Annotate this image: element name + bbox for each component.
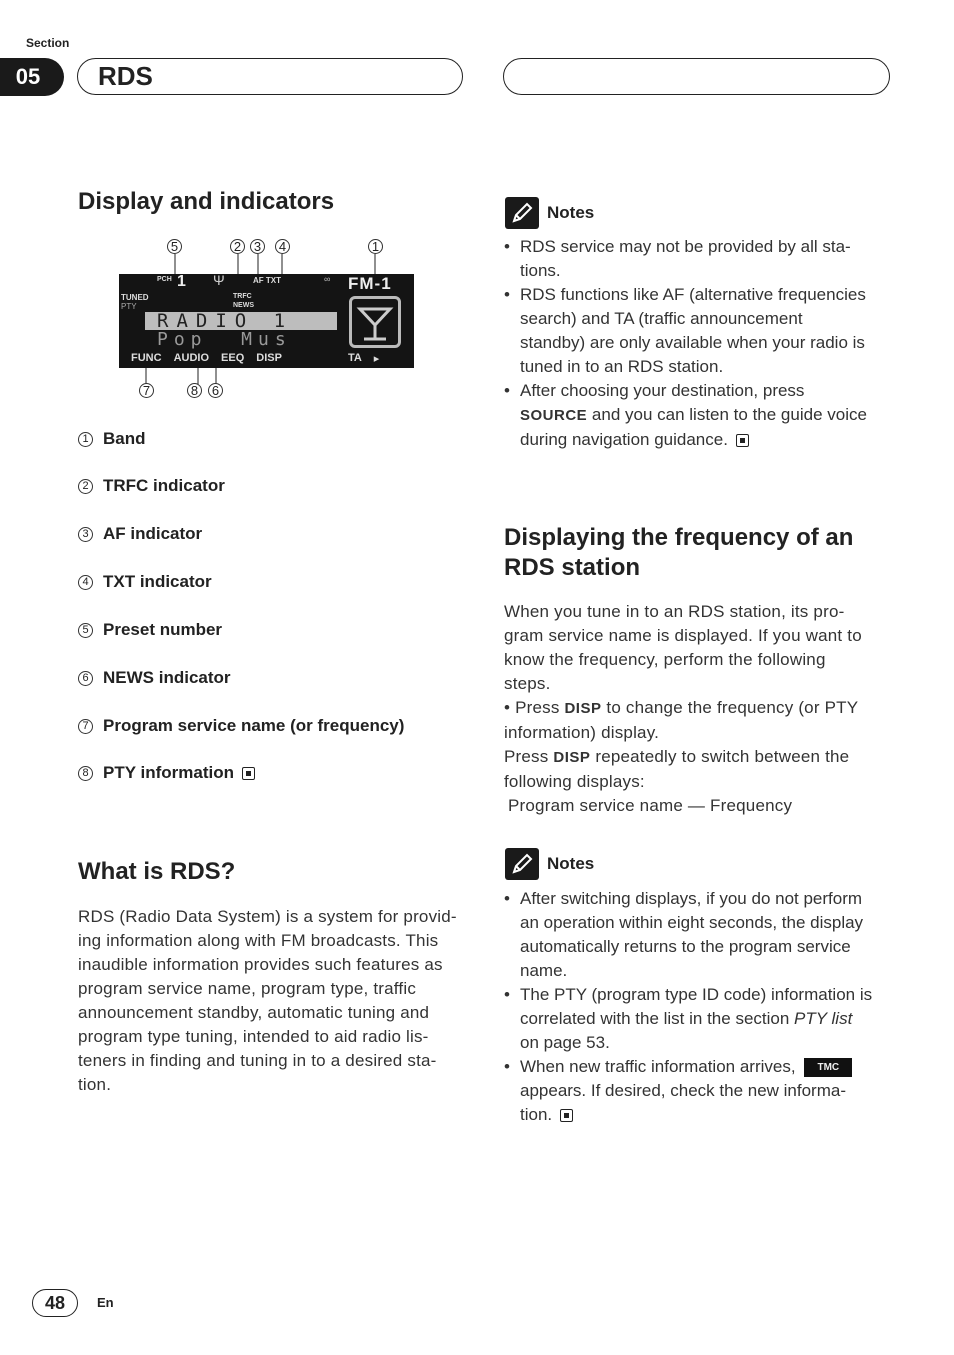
- text-line: search) and TA (traffic announcement: [520, 309, 803, 328]
- pencil-icon: [505, 848, 539, 880]
- text-line: tuned in to an RDS station.: [520, 357, 724, 376]
- end-of-section-icon: [736, 434, 749, 447]
- text-span: When new traffic information arrives,: [520, 1057, 796, 1076]
- head-unit-display-illustration: [119, 274, 414, 368]
- text-line: • RDS service may not be provided by all sta-: [520, 237, 851, 256]
- softkey-eeq: EEQ: [221, 352, 245, 364]
- text-line: tion.: [78, 1075, 112, 1094]
- antenna-icon: Ψ: [213, 274, 225, 288]
- text-line: steps.: [504, 674, 551, 693]
- item-label: TXT indicator: [103, 572, 212, 591]
- indicator-item: [78, 476, 225, 496]
- language-label: En: [97, 1295, 114, 1310]
- item-number: 3: [78, 527, 93, 542]
- disp-keyword: DISP: [553, 749, 591, 766]
- item-number: 7: [78, 719, 93, 734]
- notes-label: Notes: [547, 854, 595, 873]
- pch-label: PCH: [157, 276, 172, 283]
- indicator-item: [78, 668, 231, 688]
- item-number: 2: [78, 479, 93, 494]
- text-line: know the frequency, perform the following: [504, 650, 826, 669]
- notes-list: [504, 235, 894, 452]
- notes-heading: [505, 848, 594, 880]
- text-span: during navigation guidance.: [520, 430, 728, 449]
- text-line: [520, 1103, 894, 1127]
- item-label: NEWS indicator: [103, 668, 231, 687]
- indicator-item: [78, 716, 404, 736]
- text-line: gram service name is displayed. If you want to: [504, 626, 862, 645]
- callout-5: 5: [167, 239, 182, 254]
- tmc-indicator-icon: TMC: [804, 1058, 852, 1077]
- disp-keyword: DISP: [564, 700, 602, 717]
- display-indicators-heading: Display and indicators: [78, 188, 335, 215]
- callout-7: 7: [139, 383, 154, 398]
- text-line: RDS (Radio Data System) is a system for provid-: [78, 907, 457, 926]
- text-line: • RDS functions like AF (alternative frequencies: [520, 285, 866, 304]
- text-line: [520, 403, 894, 428]
- text-line: [520, 1007, 894, 1031]
- text-span: Press: [504, 747, 554, 766]
- indicator-item: [78, 620, 222, 640]
- item-number: 4: [78, 575, 93, 590]
- trfc-indicator: TRFC: [233, 293, 252, 300]
- softkey-ta: TA: [347, 352, 362, 364]
- text-span: tion.: [520, 1105, 553, 1124]
- text-line: an operation within eight seconds, the display: [520, 913, 864, 932]
- preset-digit: 1: [177, 274, 186, 290]
- source-keyword: SOURCE: [520, 407, 588, 424]
- heading-line: RDS station: [504, 554, 641, 581]
- text-line: on page 53.: [520, 1033, 610, 1052]
- band-label: FM-1: [348, 274, 392, 293]
- callout-8: 8: [187, 383, 202, 398]
- text-line: • After switching displays, if you do not perform: [520, 889, 863, 908]
- item-label: Band: [103, 429, 146, 448]
- text-span: • Press: [504, 698, 565, 717]
- callout-4: 4: [275, 239, 290, 254]
- link-icon: ∞: [324, 274, 331, 284]
- end-of-section-icon: [560, 1109, 573, 1122]
- text-span: and you can listen to the guide voice: [587, 405, 867, 424]
- text-line: [504, 696, 894, 721]
- list-item: [504, 235, 894, 283]
- text-line: • After choosing your destination, press: [520, 381, 805, 400]
- triangle-right-icon: ▸: [373, 353, 380, 365]
- item-number: 5: [78, 623, 93, 638]
- notes-label: Notes: [547, 203, 595, 222]
- text-line: automatically returns to the program service: [520, 937, 851, 956]
- softkey-disp: DISP: [256, 352, 282, 364]
- frequency-heading: [504, 523, 853, 583]
- callout-3: 3: [250, 239, 265, 254]
- radio-tower-icon: [349, 296, 401, 348]
- text-line: name.: [520, 961, 568, 980]
- text-line: program type tuning, intended to aid radio lis-: [78, 1027, 429, 1046]
- heading-line: Displaying the frequency of an: [504, 524, 854, 551]
- softkey-func: FUNC: [131, 352, 162, 364]
- text-line: information) display.: [504, 723, 660, 742]
- text-span: repeatedly to switch between the: [590, 747, 850, 766]
- section-number-badge: 05: [0, 58, 64, 96]
- end-of-section-icon: [242, 767, 255, 780]
- what-is-rds-paragraph: [78, 905, 468, 1097]
- notes-list: [504, 887, 894, 1127]
- chapter-title: RDS: [77, 58, 463, 95]
- item-number: 1: [78, 432, 93, 447]
- section-label: Section: [26, 36, 70, 50]
- item-label: Preset number: [103, 620, 223, 639]
- text-line: [504, 745, 894, 770]
- text-line: announcement standby, automatic tuning and: [78, 1003, 430, 1022]
- list-item: [504, 983, 894, 1055]
- text-line: tions.: [520, 261, 561, 280]
- what-is-rds-heading: What is RDS?: [78, 858, 236, 885]
- list-item: [504, 283, 894, 379]
- pencil-icon: [505, 197, 539, 229]
- item-label: Program service name (or frequency): [103, 716, 405, 735]
- text-line: inaudible information provides such features as: [78, 955, 443, 974]
- tuned-indicator: TUNED: [121, 293, 149, 302]
- indicator-item: [78, 763, 255, 783]
- softkey-labels: [131, 352, 401, 365]
- indicator-item: [78, 572, 212, 592]
- item-label: TRFC indicator: [103, 476, 225, 495]
- news-indicator: NEWS: [233, 302, 254, 309]
- pty-list-reference: PTY list: [794, 1009, 853, 1028]
- text-line: • The PTY (program type ID code) information is: [520, 985, 873, 1004]
- list-item: [504, 379, 894, 452]
- item-number: 6: [78, 671, 93, 686]
- callout-1: 1: [368, 239, 383, 254]
- item-label: PTY information: [103, 763, 234, 782]
- text-line: teners in finding and tuning in to a desired sta-: [78, 1051, 437, 1070]
- text-line: following displays:: [504, 772, 645, 791]
- header-right-box: [503, 58, 890, 95]
- display-sequence: Program service name — Frequency: [508, 796, 793, 815]
- af-txt-indicator: AF TXT: [253, 276, 281, 285]
- text-span: to change the frequency (or PTY: [601, 698, 859, 717]
- pty-indicator: PTY: [121, 302, 137, 311]
- pty-text: Pop Mus: [157, 329, 292, 350]
- text-line: ing information along with FM broadcasts. This: [78, 931, 439, 950]
- indicator-item: [78, 524, 202, 544]
- list-item: [504, 1055, 894, 1127]
- text-line: program service name, program type, traffic: [78, 979, 417, 998]
- text-line: When you tune in to an RDS station, its pro-: [504, 602, 845, 621]
- callout-6: 6: [208, 383, 223, 398]
- softkey-audio: AUDIO: [173, 352, 210, 364]
- frequency-paragraph: [504, 600, 894, 818]
- indicator-item: [78, 429, 146, 449]
- callout-2: 2: [230, 239, 245, 254]
- notes-heading: [505, 197, 594, 229]
- text-line: [520, 1055, 894, 1079]
- program-service-name: RADIO 1: [157, 310, 294, 332]
- page-number: 48: [32, 1289, 78, 1317]
- text-line: [520, 428, 894, 452]
- text-line: appears. If desired, check the new informa-: [520, 1081, 846, 1100]
- item-number: 8: [78, 766, 93, 781]
- list-item: [504, 887, 894, 983]
- text-line: standby) are only available when your radio is: [520, 333, 865, 352]
- item-label: AF indicator: [103, 524, 203, 543]
- text-span: correlated with the list in the section: [520, 1009, 795, 1028]
